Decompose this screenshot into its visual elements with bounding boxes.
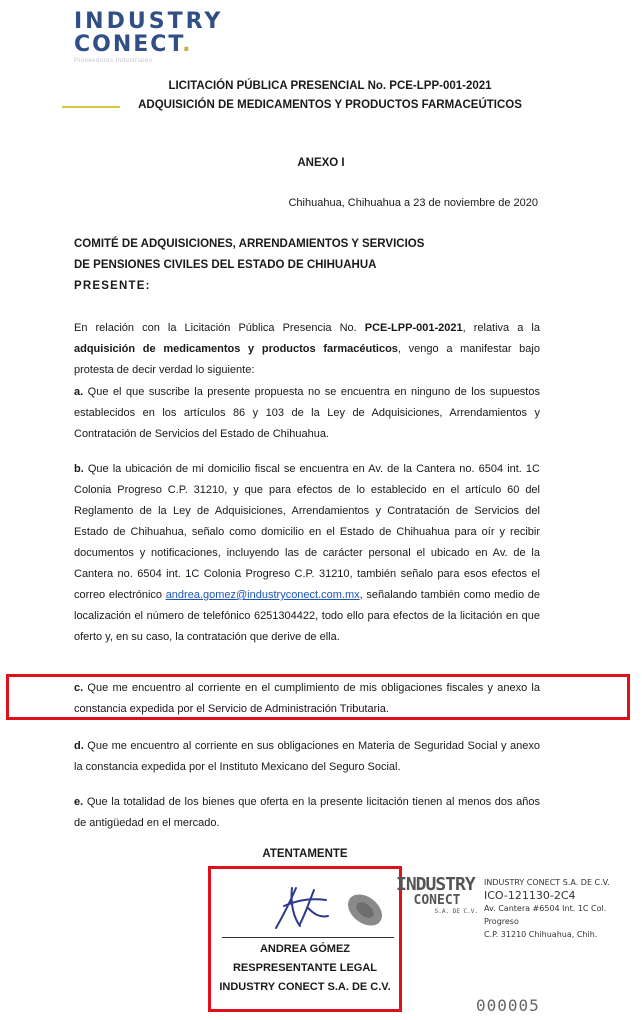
item-d-text: Que me encuentro al corriente en sus obligaciones en Materia de Seguridad Social y anexo la constancia expedida por el Instituto Mexicano del Seguro Social. (74, 740, 540, 773)
header-line2: ADQUISICIÓN DE MEDICAMENTOS Y PRODUCTOS FARMACEÚTICOS (138, 99, 522, 111)
item-b-letter: b. (74, 463, 84, 475)
item-e-text: Que la totalidad de los bienes que oferta en la presente licitación tienen al menos dos años de antigüedad en el mercado. (74, 796, 540, 829)
signer-name: ANDREA GÓMEZ (259, 943, 351, 955)
intro-text-1: En relación con la Licitación Pública Presencia No. (74, 322, 365, 334)
stamp-line1: INDUSTRY (396, 874, 475, 895)
annex-title: ANEXO I (297, 157, 345, 169)
addressee-line1: COMITÉ DE ADQUISICIONES, ARRENDAMIENTOS Y SERVICIOS (74, 238, 425, 250)
item-e-paragraph (74, 792, 540, 834)
signer-role: RESPRESENTANTE LEGAL (232, 962, 378, 974)
company-stamp (396, 876, 478, 915)
logo-line2-text: CONECT (74, 32, 183, 57)
ink-smudge (344, 890, 386, 930)
item-c-paragraph (74, 678, 540, 720)
item-a-text: Que el que suscribe la presente propuesta no se encuentra en ninguno de los supuestos establecidos en los artículos 86 y 103 de la Ley de Adquisiciones, Arrendamientos y Contratación de Servicios del Estado de Chihuahua. (74, 386, 540, 440)
item-a-paragraph (74, 382, 540, 445)
handwritten-signature (270, 878, 334, 936)
logo-line2 (74, 34, 214, 56)
item-b-text-2: , señalando también como medio de localización el número de telefónico 6251304422, todo ello para efectos de la licitación en que oferto y, en su caso, la contratación que derive de ella. (74, 589, 540, 643)
closing-text: ATENTAMENTE (262, 848, 348, 860)
document-date: Chihuahua, Chihuahua a 23 de noviembre de 2020 (288, 197, 538, 209)
signer-company: INDUSTRY CONECT S.A. DE C.V. (219, 981, 391, 993)
item-a-letter: a. (74, 386, 84, 398)
item-b-paragraph (74, 459, 540, 648)
handwritten-company-data (484, 876, 614, 941)
header-line1: LICITACIÓN PÚBLICA PRESENCIAL No. PCE-LPP-001-2021 (168, 80, 492, 92)
stamp-line3: S.A. DE C.V. (434, 908, 478, 915)
header-accent-line (62, 106, 120, 108)
item-c-text: Que me encuentro al corriente en el cumplimiento de mis obligaciones fiscales y anexo la constancia expedida por el Servicio de Administración Tributaria. (74, 682, 540, 715)
logo-line1: INDUSTRY (74, 9, 224, 34)
item-d-paragraph (74, 736, 540, 778)
addressee-block (74, 234, 424, 297)
logo-dot: . (182, 32, 193, 57)
addressee-line2: DE PENSIONES CIVILES DEL ESTADO DE CHIHUAHUA (74, 259, 377, 271)
logo-tagline: Proveedores Industriales (74, 58, 153, 64)
company-logo (74, 9, 224, 64)
signature-line (222, 937, 394, 938)
item-e-letter: e. (74, 796, 84, 808)
intro-text-3: , vengo a manifestar bajo protesta de decir verdad lo siguiente: (74, 343, 540, 376)
intro-text-2: , relativa a la (462, 322, 540, 334)
intro-paragraph (74, 318, 540, 381)
hand-line2: ICO-121130-2C4 (484, 889, 576, 902)
page-folio: 000005 (476, 996, 540, 1015)
item-d-letter: d. (74, 740, 84, 752)
addressee-line3: PRESENTE: (74, 280, 151, 292)
hand-line3: Av. Cantera #6504 Int. 1C Col. Progreso (484, 904, 607, 926)
tender-subject: adquisición de medicamentos y productos farmacéuticos (74, 343, 398, 355)
tender-number: PCE-LPP-001-2021 (364, 322, 463, 334)
email-link[interactable]: andrea.gomez@industryconect.com.mx (165, 589, 360, 601)
item-b-text-1: Que la ubicación de mi domicilio fiscal se encuentra en Av. de la Cantera no. 6504 int. 1C Colonia Progreso C.P. 31210, y que para efectos de lo establecido en el artículo 60 del Reglamento de la Ley de Adquisiciones, Arrendamientos y Contratación de Servicios del Estado de Chihuahua, señalo como domicilio en el Estado de Chihuahua para oír y recibir documentos y notificaciones, incluyendo las de carácter personal el ubicado en Av. de la Cantera no. 6504 int. 1C Colonia Progreso C.P. 31210, también señalo para esos efectos el correo electrónico (74, 463, 540, 601)
stamp-line2: CONECT (413, 893, 461, 908)
item-c-letter: c. (74, 682, 84, 694)
hand-line1: INDUSTRY CONECT S.A. DE C.V. (484, 878, 610, 887)
hand-line4: C.P. 31210 Chihuahua, Chih. (484, 930, 598, 939)
